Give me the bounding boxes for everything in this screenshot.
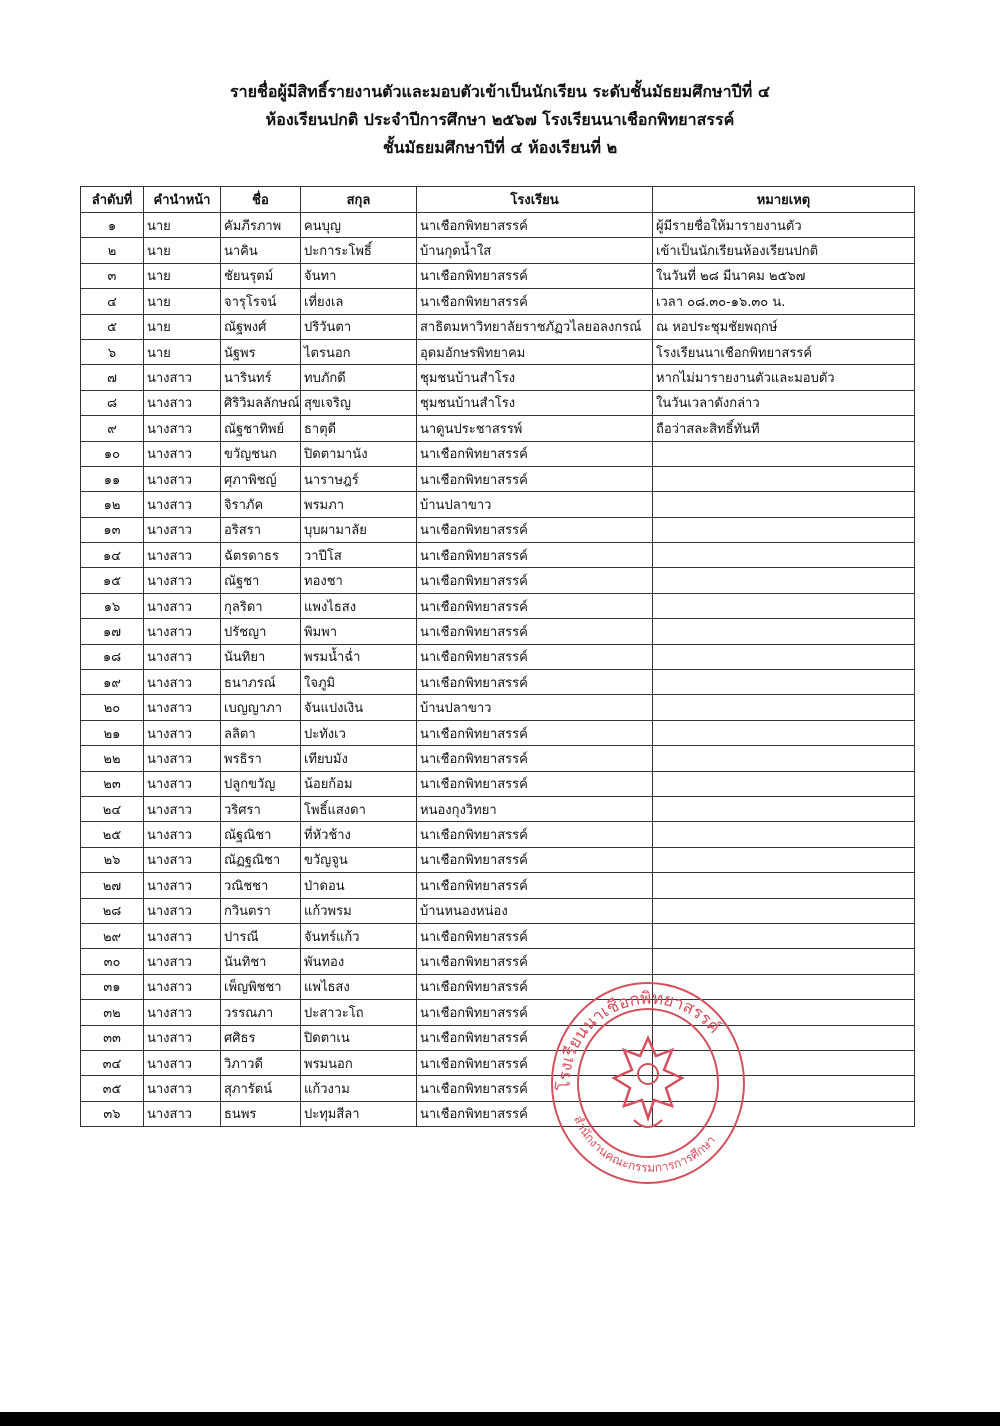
row-last-name: แก้วงาม bbox=[301, 1076, 417, 1101]
document-title-line-2: ห้องเรียนปกติ ประจำปีการศึกษา ๒๕๖๗ โรงเรียนนาเชือกพิทยาสรรค์ bbox=[265, 110, 735, 129]
student-roster-table bbox=[80, 186, 915, 1127]
row-prefix: นางสาว bbox=[144, 593, 221, 618]
row-order: ๒๑ bbox=[81, 720, 144, 745]
table-row bbox=[81, 339, 915, 364]
row-first-name: กุลริดา bbox=[221, 593, 301, 618]
remark-line bbox=[653, 593, 915, 618]
row-last-name: พันทอง bbox=[301, 949, 417, 974]
row-first-name: ณัฐณิชา bbox=[221, 822, 301, 847]
row-last-name: ปะทุมสีลา bbox=[301, 1101, 417, 1126]
remark-line bbox=[653, 923, 915, 948]
row-order: ๒๓ bbox=[81, 771, 144, 796]
remark-line: ถือว่าสละสิทธิ์ทันที bbox=[653, 416, 915, 441]
table-row bbox=[81, 695, 915, 720]
remark-line bbox=[653, 466, 915, 491]
table-row bbox=[81, 771, 915, 796]
row-first-name: นารินทร์ bbox=[221, 365, 301, 390]
row-school: นาเชือกพิทยาสรรค์ bbox=[417, 644, 653, 669]
row-prefix: นางสาว bbox=[144, 543, 221, 568]
row-school: นาเชือกพิทยาสรรค์ bbox=[417, 1050, 653, 1075]
table-row bbox=[81, 289, 915, 314]
row-order: ๖ bbox=[81, 339, 144, 364]
row-school: นาเชือกพิทยาสรรค์ bbox=[417, 949, 653, 974]
table-row bbox=[81, 314, 915, 339]
row-last-name: วาปีโส bbox=[301, 543, 417, 568]
row-first-name: นันทิชา bbox=[221, 949, 301, 974]
row-first-name: คัมภีรภาพ bbox=[221, 213, 301, 238]
row-order: ๗ bbox=[81, 365, 144, 390]
remark-line: เวลา ๐๘.๓๐-๑๖.๓๐ น. bbox=[653, 289, 915, 314]
remark-line bbox=[653, 1101, 915, 1126]
seal-text-bottom: สำนักงานคณะกรรมการการศึกษา bbox=[570, 1113, 719, 1175]
row-last-name: ปะการะโพธิ์ bbox=[301, 238, 417, 263]
table-row bbox=[81, 898, 915, 923]
row-last-name: ที่หัวช้าง bbox=[301, 822, 417, 847]
row-school: บ้านปลาขาว bbox=[417, 695, 653, 720]
row-school: นาเชือกพิทยาสรรค์ bbox=[417, 822, 653, 847]
remark-line bbox=[653, 441, 915, 466]
row-prefix: นางสาว bbox=[144, 746, 221, 771]
table-row bbox=[81, 1076, 915, 1101]
row-first-name: พรธิรา bbox=[221, 746, 301, 771]
row-school: นาเชือกพิทยาสรรค์ bbox=[417, 1101, 653, 1126]
row-prefix: นางสาว bbox=[144, 390, 221, 415]
remark-line bbox=[653, 898, 915, 923]
row-school: นาเชือกพิทยาสรรค์ bbox=[417, 593, 653, 618]
row-prefix: นางสาว bbox=[144, 898, 221, 923]
row-school: นาเชือกพิทยาสรรค์ bbox=[417, 517, 653, 542]
row-first-name: ปารณี bbox=[221, 923, 301, 948]
column-header-remark: หมายเหตุ bbox=[653, 187, 915, 213]
row-last-name: บุบผามาลัย bbox=[301, 517, 417, 542]
column-header-first-name: ชื่อ bbox=[221, 187, 301, 213]
row-order: ๑๘ bbox=[81, 644, 144, 669]
row-prefix: นางสาว bbox=[144, 517, 221, 542]
remark-line bbox=[653, 517, 915, 542]
row-last-name: ทองชา bbox=[301, 568, 417, 593]
table-row bbox=[81, 1025, 915, 1050]
row-order: ๑๙ bbox=[81, 670, 144, 695]
row-last-name: นาราษฎร์ bbox=[301, 466, 417, 491]
table-row bbox=[81, 238, 915, 263]
row-first-name: ลลิตา bbox=[221, 720, 301, 745]
remark-line bbox=[653, 796, 915, 821]
row-order: ๒๗ bbox=[81, 873, 144, 898]
table-row bbox=[81, 263, 915, 288]
row-last-name: พิมพา bbox=[301, 619, 417, 644]
row-order: ๕ bbox=[81, 314, 144, 339]
table-row bbox=[81, 466, 915, 491]
row-prefix: นางสาว bbox=[144, 619, 221, 644]
row-order: ๙ bbox=[81, 416, 144, 441]
row-first-name: ธนาภรณ์ bbox=[221, 670, 301, 695]
row-prefix: นางสาว bbox=[144, 1101, 221, 1126]
row-last-name: น้อยก้อม bbox=[301, 771, 417, 796]
table-row bbox=[81, 670, 915, 695]
row-school: นาเชือกพิทยาสรรค์ bbox=[417, 263, 653, 288]
row-last-name: แพไธสง bbox=[301, 974, 417, 999]
row-first-name: ศุภาพิชญ์ bbox=[221, 466, 301, 491]
row-order: ๒๔ bbox=[81, 796, 144, 821]
row-school: นาเชือกพิทยาสรรค์ bbox=[417, 1076, 653, 1101]
row-first-name: เบญญาภา bbox=[221, 695, 301, 720]
row-order: ๑๒ bbox=[81, 492, 144, 517]
row-school: นาเชือกพิทยาสรรค์ bbox=[417, 720, 653, 745]
column-header-order: ลำดับที่ bbox=[81, 187, 144, 213]
row-school: นาเชือกพิทยาสรรค์ bbox=[417, 1000, 653, 1025]
row-first-name: ณัฐพงศ์ bbox=[221, 314, 301, 339]
remark-line bbox=[653, 1025, 915, 1050]
row-first-name: ณัฐชา bbox=[221, 568, 301, 593]
table-row bbox=[81, 543, 915, 568]
row-school: นาเชือกพิทยาสรรค์ bbox=[417, 873, 653, 898]
table-row bbox=[81, 720, 915, 745]
row-order: ๑ bbox=[81, 213, 144, 238]
remark-line bbox=[653, 644, 915, 669]
row-prefix: นางสาว bbox=[144, 822, 221, 847]
column-header-school: โรงเรียน bbox=[417, 187, 653, 213]
row-prefix: นาย bbox=[144, 339, 221, 364]
bottom-edge-bar bbox=[0, 1412, 1000, 1426]
row-prefix: นางสาว bbox=[144, 466, 221, 491]
row-first-name: ณัฏฐณิชา bbox=[221, 847, 301, 872]
row-school: บ้านปลาขาว bbox=[417, 492, 653, 517]
table-row bbox=[81, 619, 915, 644]
table-row bbox=[81, 390, 915, 415]
row-school: อุดมอักษรพิทยาคม bbox=[417, 339, 653, 364]
table-row bbox=[81, 593, 915, 618]
row-first-name: อริสรา bbox=[221, 517, 301, 542]
row-school: นาดูนประชาสรรพ์ bbox=[417, 416, 653, 441]
row-school: บ้านหนองหน่อง bbox=[417, 898, 653, 923]
row-prefix: นางสาว bbox=[144, 695, 221, 720]
row-order: ๒๖ bbox=[81, 847, 144, 872]
row-prefix: นาย bbox=[144, 263, 221, 288]
row-first-name: ศศิธร bbox=[221, 1025, 301, 1050]
remark-line: ณ หอประชุมชัยพฤกษ์ bbox=[653, 314, 915, 339]
row-last-name: เทียบมัง bbox=[301, 746, 417, 771]
remark-line: เข้าเป็นนักเรียนห้องเรียนปกติ bbox=[653, 238, 915, 263]
row-prefix: นางสาว bbox=[144, 847, 221, 872]
row-first-name: นันทิยา bbox=[221, 644, 301, 669]
row-last-name: ปิดตาเน bbox=[301, 1025, 417, 1050]
row-school: นาเชือกพิทยาสรรค์ bbox=[417, 771, 653, 796]
row-order: ๒๘ bbox=[81, 898, 144, 923]
table-header-row bbox=[81, 187, 915, 213]
row-last-name: จันแปงเงิน bbox=[301, 695, 417, 720]
remark-line bbox=[653, 949, 915, 974]
remark-line bbox=[653, 619, 915, 644]
row-order: ๓๕ bbox=[81, 1076, 144, 1101]
row-order: ๓๒ bbox=[81, 1000, 144, 1025]
row-prefix: นางสาว bbox=[144, 441, 221, 466]
row-order: ๑๗ bbox=[81, 619, 144, 644]
row-first-name: นาคิน bbox=[221, 238, 301, 263]
row-prefix: นางสาว bbox=[144, 365, 221, 390]
row-last-name: จันทร์แก้ว bbox=[301, 923, 417, 948]
row-order: ๑๐ bbox=[81, 441, 144, 466]
table-row bbox=[81, 517, 915, 542]
row-school: นาเชือกพิทยาสรรค์ bbox=[417, 847, 653, 872]
row-last-name: พรมน้ำฉ่ำ bbox=[301, 644, 417, 669]
remark-line bbox=[653, 847, 915, 872]
row-first-name: ณัฐชาทิพย์ bbox=[221, 416, 301, 441]
row-prefix: นางสาว bbox=[144, 720, 221, 745]
table-row bbox=[81, 568, 915, 593]
row-last-name: เที่ยงเล bbox=[301, 289, 417, 314]
row-last-name: ขวัญจูน bbox=[301, 847, 417, 872]
row-school: นาเชือกพิทยาสรรค์ bbox=[417, 670, 653, 695]
row-school: นาเชือกพิทยาสรรค์ bbox=[417, 466, 653, 491]
remark-line bbox=[653, 822, 915, 847]
row-first-name: ชัยนรุตม์ bbox=[221, 263, 301, 288]
remark-line: โรงเรียนนาเชือกพิทยาสรรค์ bbox=[653, 339, 915, 364]
remark-line bbox=[653, 543, 915, 568]
row-last-name: ป่าดอน bbox=[301, 873, 417, 898]
row-order: ๑๑ bbox=[81, 466, 144, 491]
row-prefix: นางสาว bbox=[144, 1050, 221, 1075]
row-prefix: นางสาว bbox=[144, 974, 221, 999]
remark-line bbox=[653, 974, 915, 999]
row-last-name: แพงไธสง bbox=[301, 593, 417, 618]
row-school: ชุมชนบ้านสำโรง bbox=[417, 390, 653, 415]
document-title-line-1: รายชื่อผู้มีสิทธิ์รายงานตัวและมอบตัวเข้าเป็นนักเรียน ระดับชั้นมัธยมศึกษาปีที่ ๔ bbox=[230, 82, 770, 101]
row-school: นาเชือกพิทยาสรรค์ bbox=[417, 974, 653, 999]
row-last-name: ทบภักดี bbox=[301, 365, 417, 390]
column-header-prefix: คำนำหน้า bbox=[144, 187, 221, 213]
row-prefix: นางสาว bbox=[144, 771, 221, 796]
row-last-name: ปิดตามานัง bbox=[301, 441, 417, 466]
row-school: หนองกุงวิทยา bbox=[417, 796, 653, 821]
row-first-name: ฉัตรดาธร bbox=[221, 543, 301, 568]
row-order: ๘ bbox=[81, 390, 144, 415]
row-school: สาธิตมหาวิทยาลัยราชภัฏวไลยอลงกรณ์ bbox=[417, 314, 653, 339]
remark-line: ผู้มีรายชื่อให้มารายงานตัว bbox=[653, 213, 915, 238]
remark-line bbox=[653, 771, 915, 796]
remark-line: ในวันเวลาดังกล่าว bbox=[653, 390, 915, 415]
row-order: ๓๔ bbox=[81, 1050, 144, 1075]
row-order: ๑๖ bbox=[81, 593, 144, 618]
table-row bbox=[81, 213, 915, 238]
remark-line bbox=[653, 1076, 915, 1101]
row-prefix: นางสาว bbox=[144, 873, 221, 898]
table-row bbox=[81, 847, 915, 872]
table-row bbox=[81, 416, 915, 441]
row-order: ๑๓ bbox=[81, 517, 144, 542]
row-school: บ้านกุดน้ำใส bbox=[417, 238, 653, 263]
remark-line bbox=[653, 670, 915, 695]
row-school: นาเชือกพิทยาสรรค์ bbox=[417, 746, 653, 771]
row-last-name: ปะทังเว bbox=[301, 720, 417, 745]
row-school: นาเชือกพิทยาสรรค์ bbox=[417, 923, 653, 948]
row-prefix: นางสาว bbox=[144, 923, 221, 948]
row-last-name: คนบุญ bbox=[301, 213, 417, 238]
row-first-name: สุภารัตน์ bbox=[221, 1076, 301, 1101]
row-prefix: นางสาว bbox=[144, 416, 221, 441]
table-row bbox=[81, 492, 915, 517]
table-row bbox=[81, 949, 915, 974]
row-last-name: ปริวันตา bbox=[301, 314, 417, 339]
row-first-name: ธนพร bbox=[221, 1101, 301, 1126]
row-prefix: นาย bbox=[144, 213, 221, 238]
document-title-line-3: ชั้นมัธยมศึกษาปีที่ ๔ ห้องเรียนที่ ๒ bbox=[382, 138, 618, 157]
row-prefix: นางสาว bbox=[144, 492, 221, 517]
row-order: ๔ bbox=[81, 289, 144, 314]
remark-line: หากไม่มารายงานตัวและมอบตัว bbox=[653, 365, 915, 390]
row-first-name: วิภาวดี bbox=[221, 1050, 301, 1075]
row-school: ชุมชนบ้านสำโรง bbox=[417, 365, 653, 390]
remark-line bbox=[653, 1050, 915, 1075]
row-order: ๑๕ bbox=[81, 568, 144, 593]
row-first-name: ปรัชญา bbox=[221, 619, 301, 644]
remark-line: ในวันที่ ๒๘ มีนาคม ๒๕๖๗ bbox=[653, 263, 915, 288]
row-order: ๓๑ bbox=[81, 974, 144, 999]
row-prefix: นาย bbox=[144, 289, 221, 314]
row-first-name: วรรณภา bbox=[221, 1000, 301, 1025]
row-prefix: นางสาว bbox=[144, 568, 221, 593]
row-order: ๑๔ bbox=[81, 543, 144, 568]
row-first-name: ปลูกขวัญ bbox=[221, 771, 301, 796]
row-order: ๓๖ bbox=[81, 1101, 144, 1126]
table-row bbox=[81, 365, 915, 390]
row-order: ๓ bbox=[81, 263, 144, 288]
row-prefix: นางสาว bbox=[144, 949, 221, 974]
row-last-name: พรมนอก bbox=[301, 1050, 417, 1075]
row-last-name: โพธิ์แสงดา bbox=[301, 796, 417, 821]
row-school: นาเชือกพิทยาสรรค์ bbox=[417, 1025, 653, 1050]
row-order: ๒ bbox=[81, 238, 144, 263]
table-row bbox=[81, 796, 915, 821]
row-first-name: จิราภัค bbox=[221, 492, 301, 517]
remark-line bbox=[653, 492, 915, 517]
row-school: นาเชือกพิทยาสรรค์ bbox=[417, 543, 653, 568]
table-row bbox=[81, 644, 915, 669]
row-first-name: จารุโรจน์ bbox=[221, 289, 301, 314]
row-prefix: นางสาว bbox=[144, 796, 221, 821]
row-school: นาเชือกพิทยาสรรค์ bbox=[417, 441, 653, 466]
table-row bbox=[81, 1050, 915, 1075]
row-last-name: จันทา bbox=[301, 263, 417, 288]
row-first-name: วริศรา bbox=[221, 796, 301, 821]
row-first-name: เพ็ญพิชชา bbox=[221, 974, 301, 999]
table-row bbox=[81, 822, 915, 847]
row-prefix: นางสาว bbox=[144, 1000, 221, 1025]
row-order: ๓๐ bbox=[81, 949, 144, 974]
row-last-name: ปะสาวะโถ bbox=[301, 1000, 417, 1025]
remark-line bbox=[653, 873, 915, 898]
row-last-name: ไตรนอก bbox=[301, 339, 417, 364]
column-header-last-name: สกุล bbox=[301, 187, 417, 213]
row-order: ๒๕ bbox=[81, 822, 144, 847]
row-prefix: นางสาว bbox=[144, 1025, 221, 1050]
row-prefix: นางสาว bbox=[144, 670, 221, 695]
table-row bbox=[81, 441, 915, 466]
row-prefix: นาย bbox=[144, 238, 221, 263]
remark-line bbox=[653, 568, 915, 593]
remark-line bbox=[653, 1000, 915, 1025]
remark-line bbox=[653, 746, 915, 771]
row-school: นาเชือกพิทยาสรรค์ bbox=[417, 568, 653, 593]
row-first-name: ศิริวิมลลักษณ์ bbox=[221, 390, 301, 415]
row-first-name: ขวัญชนก bbox=[221, 441, 301, 466]
row-school: นาเชือกพิทยาสรรค์ bbox=[417, 289, 653, 314]
row-first-name: นัฐพร bbox=[221, 339, 301, 364]
remark-line bbox=[653, 720, 915, 745]
table-row bbox=[81, 746, 915, 771]
row-first-name: วณิชชา bbox=[221, 873, 301, 898]
table-row bbox=[81, 1101, 915, 1126]
table-row bbox=[81, 1000, 915, 1025]
seal-text-top: โรงเรียนนาเชือกพิทยาสรรค์ bbox=[554, 988, 725, 1091]
row-last-name: สุขเจริญ bbox=[301, 390, 417, 415]
remark-line bbox=[653, 695, 915, 720]
row-first-name: กวินตรา bbox=[221, 898, 301, 923]
table-row bbox=[81, 974, 915, 999]
row-prefix: นางสาว bbox=[144, 644, 221, 669]
row-order: ๒๐ bbox=[81, 695, 144, 720]
row-order: ๒๒ bbox=[81, 746, 144, 771]
row-school: นาเชือกพิทยาสรรค์ bbox=[417, 213, 653, 238]
row-order: ๒๙ bbox=[81, 923, 144, 948]
row-last-name: ใจภูมิ bbox=[301, 670, 417, 695]
row-last-name: พรมภา bbox=[301, 492, 417, 517]
row-order: ๓๓ bbox=[81, 1025, 144, 1050]
row-school: นาเชือกพิทยาสรรค์ bbox=[417, 619, 653, 644]
row-last-name: แก้วพรม bbox=[301, 898, 417, 923]
row-last-name: ธาตุดี bbox=[301, 416, 417, 441]
row-prefix: นาย bbox=[144, 314, 221, 339]
row-prefix: นางสาว bbox=[144, 1076, 221, 1101]
table-row bbox=[81, 873, 915, 898]
table-row bbox=[81, 923, 915, 948]
